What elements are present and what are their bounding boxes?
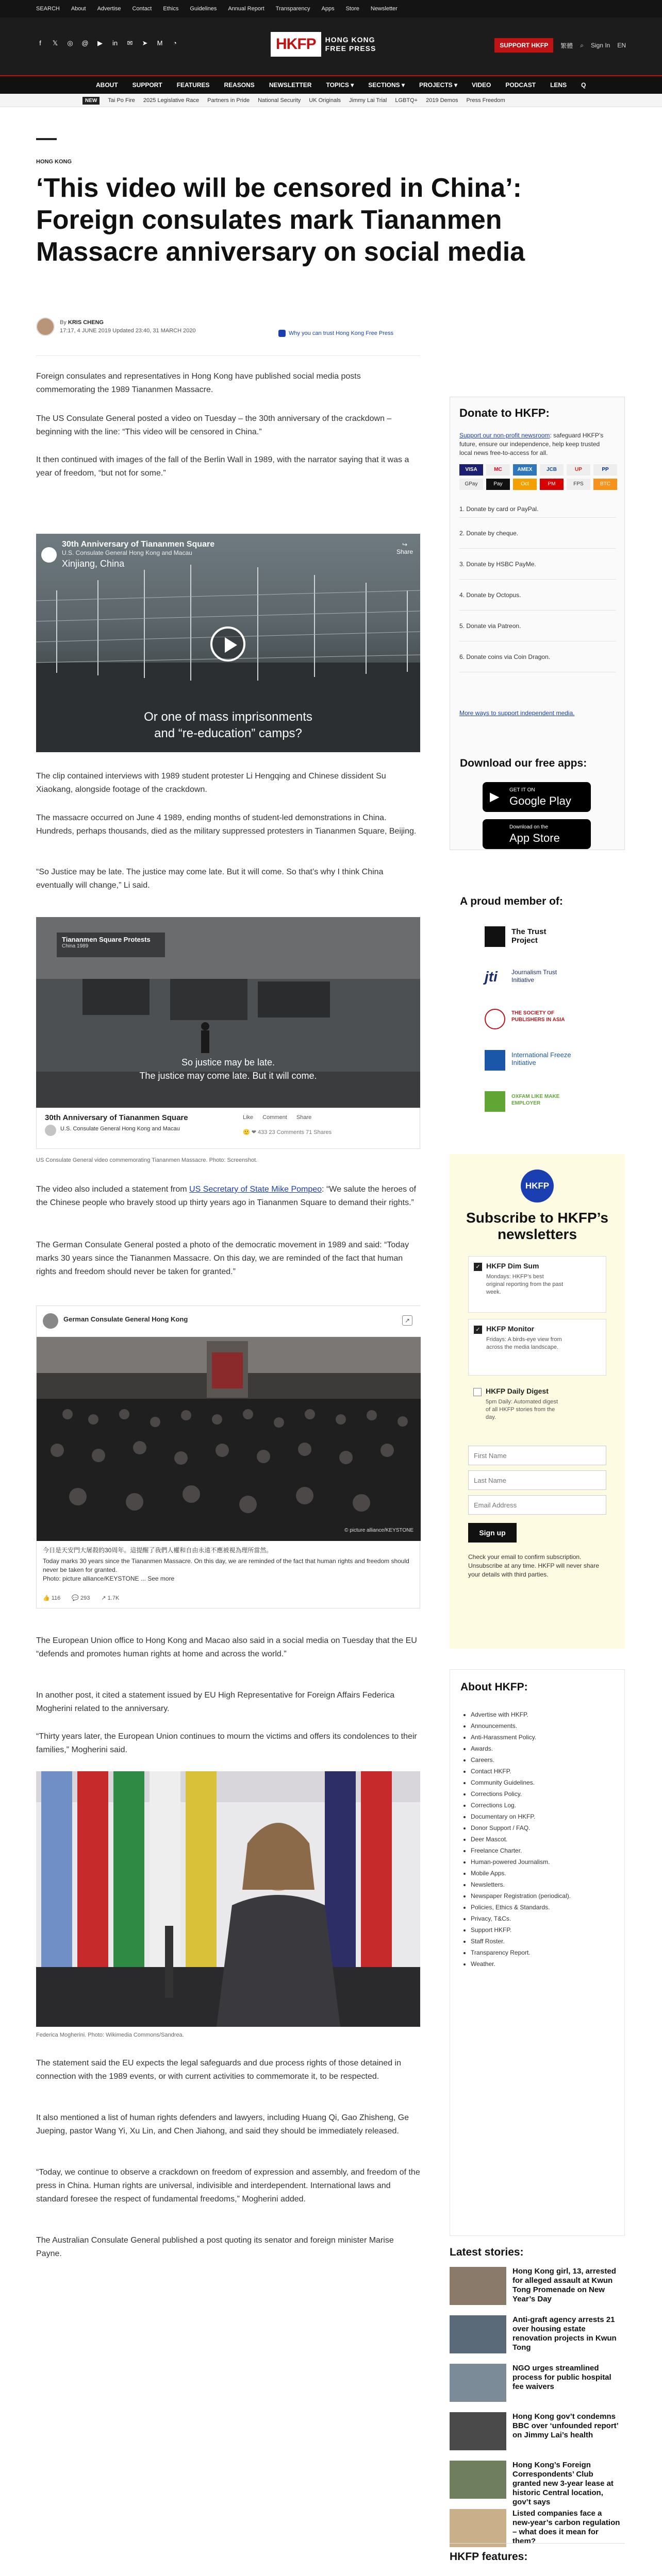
- article-paragraph: The video also included a statement from US Secretary of State Mike Pompeo: “We salute the heroes of the Chinese people who bravely stood up thirty years ago in Tiananmen Square to demand their rights.”: [36, 1185, 416, 1207]
- latest-story[interactable]: [450, 2364, 625, 2410]
- video-channel[interactable]: U.S. Consulate General Hong Kong and Macau: [62, 549, 192, 556]
- member-logo[interactable]: The Trust Project: [485, 917, 619, 958]
- share-button[interactable]: Share: [296, 1114, 312, 1121]
- about-link[interactable]: • Donor Support / FAQ.: [471, 1822, 610, 1834]
- donate-option[interactable]: 6. Donate coins via Coin Dragon.: [459, 641, 616, 672]
- about-link[interactable]: • Transparency Report.: [471, 1947, 610, 1958]
- article-category[interactable]: HONG KONG: [36, 159, 72, 165]
- post-photo-line[interactable]: Photo: picture alliance/KEYSTONE ... See more: [43, 1575, 175, 1582]
- newsletter-logo: HKFP: [521, 1170, 554, 1202]
- video-caption-line: and “re-education” camps?: [154, 726, 302, 740]
- google-pay-icon: GPay: [459, 479, 483, 490]
- about-link[interactable]: • Mobile Apps.: [471, 1868, 610, 1879]
- search-icon[interactable]: ⌕: [580, 41, 584, 49]
- mogherini-photo: [36, 1771, 420, 2027]
- video-stats: 🙂 ❤ 433 23 Comments 71 Shares: [243, 1129, 332, 1136]
- donate-options: [459, 500, 616, 672]
- video-footer: [36, 1108, 420, 1149]
- trending-bar: [0, 94, 662, 107]
- article-paragraph: In another post, it cited a statement issued by EU High Representative for Foreign Affairs Federica Mogherini related to the anniversary.: [36, 1691, 395, 1713]
- article-paragraph: The massacre occurred on June 4 1989, ending months of student-led demonstrations in China. Hundreds, perhaps thousands, died as the military suppressed protesters in Tiananmen Square, Beijing.: [36, 814, 417, 836]
- share-icon: ↪: [402, 541, 408, 548]
- member-logos: [485, 917, 619, 1123]
- video-embed[interactable]: [36, 917, 420, 1108]
- story-thumbnail: [450, 2509, 506, 2547]
- newsletter-widget: [450, 1154, 625, 1649]
- about-link[interactable]: • Corrections Log.: [471, 1800, 610, 1811]
- trending-link[interactable]: Tai Po Fire: [108, 97, 135, 104]
- member-logo[interactable]: THE SOCIETY OF PUBLISHERS IN ASIA: [485, 999, 619, 1041]
- features-header: [450, 2543, 625, 2569]
- x-icon[interactable]: 𝕏: [52, 39, 58, 47]
- nav-item[interactable]: TOPICS ▾: [326, 81, 354, 89]
- nav-item[interactable]: VIDEO: [472, 81, 491, 89]
- utility-link[interactable]: Newsletter: [370, 6, 398, 12]
- trending-link[interactable]: UK Originals: [309, 97, 341, 104]
- payme-icon: PM: [540, 479, 564, 490]
- about-link[interactable]: • Careers.: [471, 1754, 610, 1766]
- fps-icon: FPS: [567, 479, 590, 490]
- logo-line-2: FREE PRESS: [325, 44, 376, 53]
- page-avatar: [43, 1313, 58, 1329]
- utility-link[interactable]: About: [71, 6, 86, 12]
- utility-link[interactable]: Transparency: [275, 6, 310, 12]
- google-play-badge[interactable]: ▶ GET IT ON Google Play: [483, 782, 591, 812]
- unionpay-icon: UP: [567, 464, 590, 476]
- nav-item[interactable]: SUPPORT: [132, 81, 162, 89]
- article-paragraph: It then continued with images of the fall of the Berlin Wall in 1989, with the narrator saying that it was a year of freedom, “but not for some.”: [36, 455, 409, 478]
- about-link[interactable]: • Privacy, T&Cs.: [471, 1913, 610, 1924]
- about-list: [471, 1709, 610, 1970]
- video-channel[interactable]: U.S. Consulate General Hong Kong and Macau: [60, 1126, 180, 1132]
- about-link[interactable]: • Deer Mascot.: [471, 1834, 610, 1845]
- video-title[interactable]: 30th Anniversary of Tiananmen Square: [62, 540, 215, 549]
- post-text-english: Today marks 30 years since the Tiananmen Massacre. On this day, we are reminded of the fact that human rights and freedom should never be taken for granted.: [43, 1557, 409, 1573]
- jcb-icon: JCB: [540, 464, 564, 476]
- ipi-icon: [485, 1050, 505, 1071]
- jti-icon: jti: [485, 969, 498, 985]
- article-paragraph: Foreign consulates and representatives in Hong Kong have published social media posts commemorating the 1989 Tiananmen Massacre.: [36, 372, 361, 394]
- apple-pay-icon: Pay: [486, 479, 510, 490]
- top-utility-bar: [0, 0, 662, 18]
- support-button[interactable]: SUPPORT HKFP: [494, 38, 553, 53]
- about-link[interactable]: • Corrections Policy.: [471, 1788, 610, 1800]
- channel-logo: [45, 1125, 56, 1136]
- shield-icon: [278, 330, 286, 337]
- latest-title: Latest stories:: [450, 2246, 524, 2258]
- nav-item[interactable]: PROJECTS ▾: [419, 81, 458, 89]
- bitcoin-icon: BTC: [593, 479, 617, 490]
- utility-link[interactable]: Contact: [132, 6, 152, 12]
- post-photo: [37, 1337, 421, 1541]
- masthead-actions: [494, 38, 626, 53]
- member-logo[interactable]: International Freeze Initiative: [485, 1041, 619, 1082]
- apps-title: Download our free apps:: [460, 757, 587, 769]
- nav-item[interactable]: PODCAST: [505, 81, 536, 89]
- video-title[interactable]: 30th Anniversary of Tiananmen Square: [45, 1113, 188, 1122]
- video-embed[interactable]: [36, 534, 420, 752]
- social-icons: [36, 39, 179, 47]
- chinese-link[interactable]: 繁體: [560, 42, 573, 49]
- email-icon[interactable]: ✉: [127, 39, 133, 47]
- nav-item[interactable]: ABOUT: [96, 81, 118, 89]
- article-paragraph: “Thirty years later, the European Union continues to mourn the victims and offers its condolences to their families,” Mogherini said.: [36, 1732, 417, 1754]
- amex-icon: AMEX: [513, 464, 537, 476]
- trending-link[interactable]: Jimmy Lai Trial: [349, 97, 387, 104]
- story-thumbnail: [450, 2267, 506, 2305]
- trending-link[interactable]: LGBTQ+: [395, 97, 418, 104]
- latest-story[interactable]: [450, 2461, 625, 2507]
- more-ways-link[interactable]: More ways to support independent media.: [459, 709, 575, 717]
- about-link[interactable]: • Support HKFP.: [471, 1924, 610, 1936]
- member-logo[interactable]: OXFAM LIKE MAKE EMPLOYER: [485, 1082, 619, 1123]
- nav-item[interactable]: Q: [581, 81, 586, 89]
- video-location: Xinjiang, China: [62, 558, 125, 569]
- paypal-icon: PP: [593, 464, 617, 476]
- article-paragraph: The clip contained interviews with 1989 student protester Li Hengqing and Chinese dissident Su Xiaokang, alongside footage of the crackdown.: [36, 772, 386, 794]
- trust-link[interactable]: [278, 330, 393, 337]
- divider: [36, 355, 420, 356]
- header-rule: [36, 138, 57, 140]
- about-link[interactable]: • Anti-Harassment Policy.: [471, 1732, 610, 1743]
- comment-button[interactable]: Comment: [262, 1114, 287, 1121]
- article-paragraph: “Today, we continue to observe a crackdown on freedom of expression and assembly, and freedom of the press in China. Human rights are universal, indivisible and interdependent. International laws and standard foresee the respect of fundamental freedoms,” Mogherini added.: [36, 2168, 420, 2204]
- social-embed-placeholder: [36, 2277, 420, 2576]
- article-headline: ‘This video will be censored in China’: Foreign consulates mark Tiananmen Massacre anniversary on social media: [36, 173, 525, 267]
- about-link[interactable]: • Staff Roster.: [471, 1936, 610, 1947]
- story-title[interactable]: Anti-graft agency arrests 21 over housing estate renovation projects in Kwun Tong: [512, 2315, 617, 2352]
- about-link[interactable]: • Documentary on HKFP.: [471, 1811, 610, 1822]
- latest-story[interactable]: [450, 2412, 625, 2459]
- story-title[interactable]: NGO urges streamlined process for public hospital fee waivers: [512, 2364, 611, 2391]
- utility-link[interactable]: Advertise: [97, 6, 121, 12]
- story-title[interactable]: Hong Kong gov’t condemns BBC over ‘unfounded report’ on Jimmy Lai’s health: [512, 2412, 619, 2439]
- utility-links: [36, 0, 398, 18]
- trust-link-label: Why you can trust Hong Kong Free Press: [289, 330, 393, 336]
- author-name[interactable]: KRIS CHENG: [68, 319, 104, 326]
- trust-project-icon: [485, 926, 505, 947]
- story-thumbnail: [450, 2412, 506, 2450]
- facebook-post-embed[interactable]: [36, 1306, 420, 1608]
- story-thumbnail: [450, 2315, 506, 2353]
- video-caption-line: Or one of mass imprisonments: [144, 710, 312, 724]
- comments-count[interactable]: 💬 293: [72, 1595, 90, 1601]
- latest-stories: [450, 2246, 625, 2557]
- email-field[interactable]: [468, 1495, 606, 1515]
- share-button[interactable]: ↪ Share: [396, 541, 413, 555]
- article-paragraph: “So Justice may be late. The justice may come late. But it will come. So that’s why I think China eventually will change,” Li said.: [36, 868, 384, 890]
- story-thumbnail: [450, 2364, 506, 2402]
- article-paragraph: The Australian Consulate General published a post quoting its senator and foreign minister Marise Payne.: [36, 2236, 394, 2258]
- latest-story[interactable]: [450, 2267, 625, 2313]
- video-caption-line: So justice may be late.: [181, 1057, 275, 1067]
- about-link[interactable]: • Policies, Ethics & Standards.: [471, 1902, 610, 1913]
- donate-blurb-link[interactable]: Support our non-profit newsroom: [459, 432, 550, 439]
- mastodon-icon[interactable]: M: [157, 39, 163, 47]
- publish-dates: 17:17, 4 JUNE 2019 Updated 23:40, 31 MARCH 2020: [60, 328, 196, 334]
- video-inset-label: Tiananmen Square Protests China 1989: [57, 933, 165, 957]
- play-store-icon: ▶: [490, 790, 500, 804]
- article-paragraph: The European Union office to Hong Kong and Macao also said in a social media on Tuesday that the EU “defends and promotes human rights at home and across the world.”: [36, 1636, 417, 1658]
- trending-link[interactable]: 2025 Legislative Race: [143, 97, 200, 104]
- newsletter-option[interactable]: HKFP Daily Digest 5pm Daily: Automated digest of all HKFP stories from the day.: [468, 1382, 606, 1438]
- about-link[interactable]: • Community Guidelines.: [471, 1777, 610, 1788]
- last-name-field[interactable]: [468, 1470, 606, 1490]
- trending-link[interactable]: Partners in Pride: [207, 97, 250, 104]
- pompeo-link[interactable]: US Secretary of State Mike Pompeo: [189, 1185, 322, 1194]
- rss-icon[interactable]: ◔: [173, 39, 177, 47]
- photo-caption: Federica Mogherini. Photo: Wikimedia Commons/Sandrea.: [36, 2032, 184, 2038]
- utility-link[interactable]: Guidelines: [190, 6, 217, 12]
- video-credit: US Consulate General video commemorating Tiananmen Massacre. Photo: Screenshot.: [36, 1157, 258, 1163]
- donate-option[interactable]: 1. Donate by card or PayPal.: [459, 500, 616, 518]
- photo-credit: © picture alliance/KEYSTONE: [344, 1528, 413, 1533]
- payment-methods: [459, 464, 619, 490]
- story-title[interactable]: Hong Kong girl, 13, arrested for alleged assault at Kwun Tong Promenade on New Year’s Day: [512, 2267, 616, 2303]
- video-caption-line: The justice may come late. But it will come.: [139, 1071, 317, 1081]
- utility-link[interactable]: Annual Report: [228, 6, 264, 12]
- nav-item[interactable]: REASONS: [224, 81, 255, 89]
- threads-icon[interactable]: @: [81, 39, 89, 47]
- instagram-icon[interactable]: ◎: [67, 39, 73, 47]
- first-name-field[interactable]: [468, 1446, 606, 1465]
- signup-button[interactable]: Sign up: [468, 1523, 517, 1543]
- about-widget: [450, 1669, 625, 2236]
- external-link-icon[interactable]: ↗: [402, 1315, 412, 1326]
- story-title[interactable]: Hong Kong’s Foreign Correspondents’ Club granted new 3-year lease at historic Central location, gov’t says: [512, 2461, 614, 2506]
- visa-icon: VISA: [459, 464, 483, 476]
- language-link[interactable]: EN: [617, 42, 626, 49]
- facebook-icon[interactable]: f: [39, 39, 41, 47]
- byline: By KRIS CHENG 17:17, 4 JUNE 2019 Updated 23:40, 31 MARCH 2020: [36, 317, 196, 336]
- linkedin-icon[interactable]: in: [112, 39, 118, 47]
- donate-option[interactable]: 3. Donate by HSBC PayMe.: [459, 549, 616, 580]
- nav-item[interactable]: SECTIONS ▾: [368, 81, 405, 89]
- about-link[interactable]: • Weather.: [471, 1958, 610, 1970]
- shares-count[interactable]: ↗ 1.7K: [101, 1595, 120, 1601]
- reactions-count[interactable]: 👍 116: [43, 1595, 61, 1601]
- app-store-badge[interactable]: Download on the App Store: [483, 819, 591, 849]
- newsletter-title: Subscribe to HKFP’s newsletters: [466, 1210, 608, 1242]
- checkbox-checked[interactable]: ✓: [474, 1326, 482, 1334]
- member-logo[interactable]: jti Journalism Trust Initiative: [485, 969, 557, 985]
- channel-logo: [41, 547, 57, 563]
- story-title[interactable]: Listed companies face a new-year’s carbon regulation – what does it mean for them?: [512, 2509, 620, 2546]
- about-title: About HKFP:: [460, 1681, 528, 1693]
- about-link[interactable]: • Contact HKFP.: [471, 1766, 610, 1777]
- checkbox-unchecked[interactable]: [473, 1388, 482, 1396]
- trending-link[interactable]: Press Freedom: [466, 97, 505, 104]
- utility-link[interactable]: Store: [345, 6, 359, 12]
- sopa-icon: [485, 1009, 505, 1029]
- newsletter-note: Check your email to confirm subscription. Unsubscribe at any time. HKFP will never share your details with third parties.: [468, 1553, 599, 1578]
- youtube-icon[interactable]: ▶: [97, 39, 103, 47]
- nav-item[interactable]: FEATURES: [176, 81, 210, 89]
- about-link[interactable]: • Newsletters.: [471, 1879, 610, 1890]
- post-text-chinese: 今日是天安門大屠殺的30周年。這提醒了我們人權和自由永遠不應被視為理所當然。: [43, 1547, 273, 1554]
- about-link[interactable]: • Freelance Charter.: [471, 1845, 610, 1856]
- newsletter-option[interactable]: ✓ HKFP Monitor Fridays: A birds-eye view from across the media landscape.: [468, 1319, 606, 1376]
- trending-link[interactable]: National Security: [258, 97, 301, 104]
- article-paragraph: The statement said the EU expects the legal safeguards and due process rights of those detained in connection with the 1989 events, or with current activities to commemorate it, to be respected.: [36, 2059, 401, 2081]
- latest-story[interactable]: [450, 2315, 625, 2362]
- checkbox-checked[interactable]: ✓: [474, 1263, 482, 1271]
- main-nav: [0, 75, 662, 94]
- about-link[interactable]: • Advertise with HKFP.: [471, 1709, 610, 1720]
- about-link[interactable]: • Announcements.: [471, 1720, 610, 1732]
- article-paragraph: The German Consulate General posted a photo of the democratic movement in 1989 and said: “Today marks 30 years since the Tiananmen Massacre. On this day, we are reminded of the fact that human rights and freedom should never be taken for granted.”: [36, 1241, 409, 1276]
- utility-link[interactable]: Ethics: [163, 6, 179, 12]
- nav-item[interactable]: NEWSLETTER: [269, 81, 312, 89]
- telegram-icon[interactable]: ➤: [142, 39, 148, 47]
- about-link[interactable]: • Newspaper Registration (periodical).: [471, 1890, 610, 1902]
- sign-in-link[interactable]: Sign In: [590, 42, 610, 49]
- about-link[interactable]: • Awards.: [471, 1743, 610, 1754]
- play-icon[interactable]: [210, 626, 245, 662]
- story-thumbnail: [450, 2461, 506, 2499]
- donate-option[interactable]: 4. Donate by Octopus.: [459, 580, 616, 611]
- new-badge: NEW: [82, 97, 100, 105]
- features-title: HKFP features:: [450, 2551, 528, 2563]
- utility-link[interactable]: Apps: [321, 6, 335, 12]
- mastercard-icon: MC: [486, 464, 510, 476]
- trending-link[interactable]: 2019 Demos: [426, 97, 458, 104]
- post-stats: [43, 1595, 119, 1601]
- page-name[interactable]: German Consulate General Hong Kong: [63, 1315, 188, 1323]
- logo-mark: HKFP: [271, 32, 321, 57]
- like-button[interactable]: Like: [243, 1114, 254, 1121]
- about-link[interactable]: • Human-powered Journalism.: [471, 1856, 610, 1868]
- donate-widget: Donate to HKFP: Support our non-profit newsroom: safeguard HKFP’s future, ensure our independence, help keep trusted local news free-to-access for all. VISA MC AMEX JCB UP PP GPay Pay Oct PM FPS BTC 1. Donate by card or PayPal. 2. Donate by cheque. 3. Donate by HSBC PayMe. 4. Donate by Octopus. 5. Donate via Patreon. 6. Donate coins via Coin Dragon. More ways to support independent media.: [450, 397, 625, 850]
- donate-title: Donate to HKFP:: [459, 406, 550, 419]
- donate-option[interactable]: 2. Donate by cheque.: [459, 518, 616, 549]
- nav-item[interactable]: LENS: [550, 81, 567, 89]
- masthead: [0, 18, 662, 75]
- site-logo[interactable]: [271, 32, 376, 57]
- author-avatar[interactable]: [36, 317, 55, 336]
- utility-link[interactable]: SEARCH: [36, 6, 60, 12]
- article-paragraph: It also mentioned a list of human rights defenders and lawyers, including Huang Qi, Gao Zhisheng, Ge Jueping, pastor Wang Yi, Xu Lin, and Chen Jiahong, and said they should be immediately released.: [36, 2113, 409, 2136]
- oxfam-icon: [485, 1091, 505, 1112]
- article-paragraph: The US Consulate General posted a video on Tuesday – the 30th anniversary of the crackdown – beginning with the line: “This video will be censored in China.”: [36, 414, 392, 436]
- donate-option[interactable]: 5. Donate via Patreon.: [459, 611, 616, 641]
- newsletter-option[interactable]: ✓ HKFP Dim Sum Mondays: HKFP’s best original reporting from the past week.: [468, 1256, 606, 1313]
- logo-line-1: HONG KONG: [325, 36, 375, 44]
- member-title: A proud member of:: [460, 895, 563, 907]
- octopus-icon: Oct: [513, 479, 537, 490]
